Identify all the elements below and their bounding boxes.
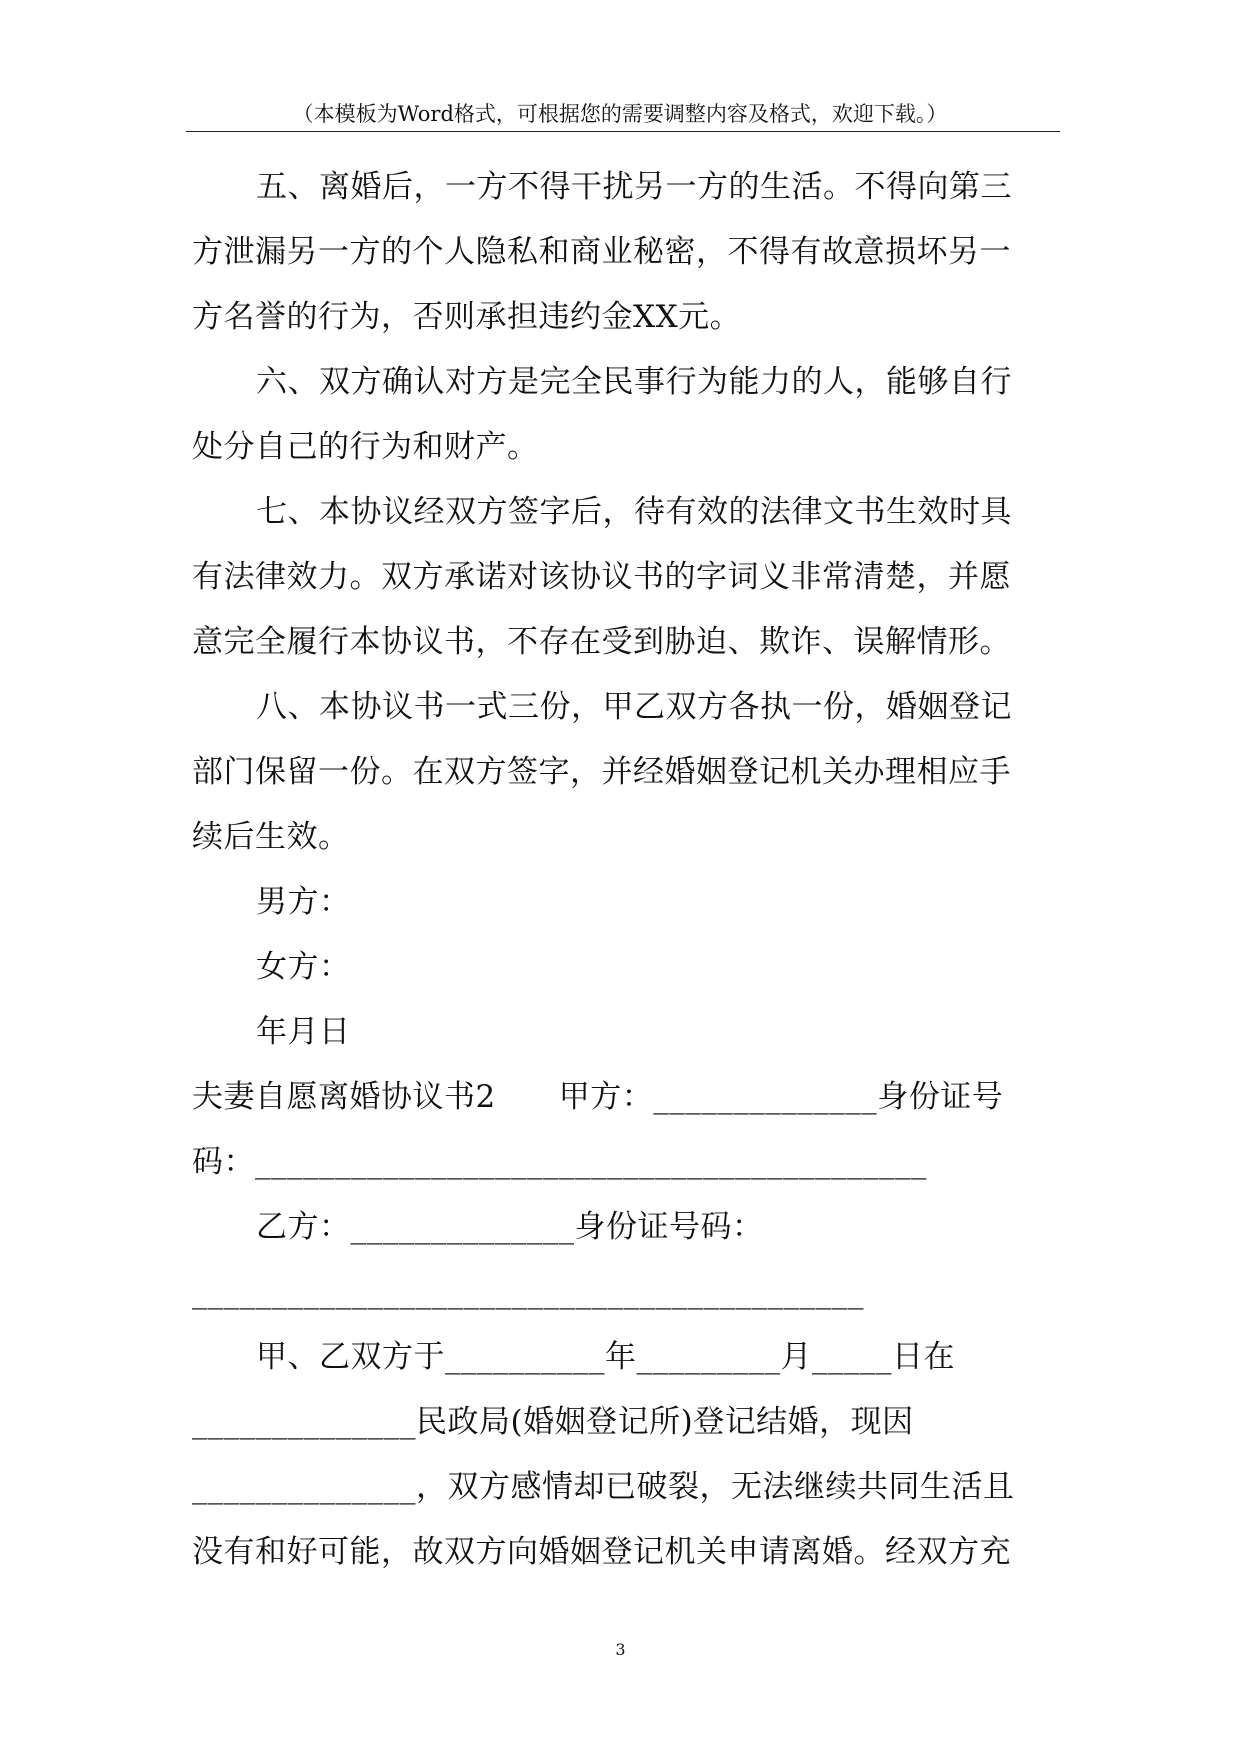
clause-five-line-1: 五、离婚后，一方不得干扰另一方的生活。不得向第三: [256, 169, 1012, 205]
clause-eight-line-2: 部门保留一份。在双方签字，并经婚姻登记机关办理相应手: [192, 754, 1011, 790]
header-divider: [186, 131, 1060, 132]
registry-line: ______________民政局(婚姻登记所)登记结婚，现因: [192, 1404, 914, 1440]
signature-date: 年月日: [256, 1014, 351, 1050]
clause-five-line-2: 方泄漏另一方的个人隐私和商业秘密，不得有故意损坏另一: [192, 234, 1011, 270]
clause-seven-line-1: 七、本协议经双方签字后，待有效的法律文书生效时具: [256, 494, 1012, 530]
page-number: 3: [615, 1640, 626, 1659]
application-line: 没有和好可能，故双方向婚姻登记机关申请离婚。经双方充: [192, 1534, 1011, 1570]
agreement-2-title-line: 夫妻自愿离婚协议书2 甲方：______________身份证号: [192, 1079, 1004, 1115]
reason-line: ______________，双方感情却已破裂，无法继续共同生活且: [192, 1469, 1015, 1505]
clause-six-line-2: 处分自己的行为和财产。: [192, 429, 539, 465]
clause-eight-line-3: 续后生效。: [192, 819, 350, 855]
body-text: [192, 155, 1072, 1585]
clause-eight-line-1: 八、本协议书一式三份，甲乙双方各执一份，婚姻登记: [256, 689, 1012, 725]
party-b-id-line: __________________________________________: [192, 1274, 864, 1310]
party-b-line: 乙方：______________身份证号码：: [256, 1209, 764, 1245]
clause-five-line-3: 方名誉的行为，否则承担违约金XX元。: [192, 299, 742, 335]
signature-male: 男方：: [256, 884, 351, 920]
party-a-id-line: 码：__________________________________________: [192, 1144, 927, 1180]
signature-female: 女方：: [256, 949, 351, 985]
clause-seven-line-3: 意完全履行本协议书，不存在受到胁迫、欺诈、误解情形。: [192, 624, 1011, 660]
clause-six-line-1: 六、双方确认对方是完全民事行为能力的人，能够自行: [256, 364, 1012, 400]
header-note: （本模板为Word格式，可根据您的需要调整内容及格式，欢迎下载。）: [292, 102, 948, 126]
clause-seven-line-2: 有法律效力。双方承诺对该协议书的字词义非常清楚，并愿: [192, 559, 1011, 595]
marriage-date-line: 甲、乙双方于__________年_________月_____日在: [256, 1339, 955, 1375]
